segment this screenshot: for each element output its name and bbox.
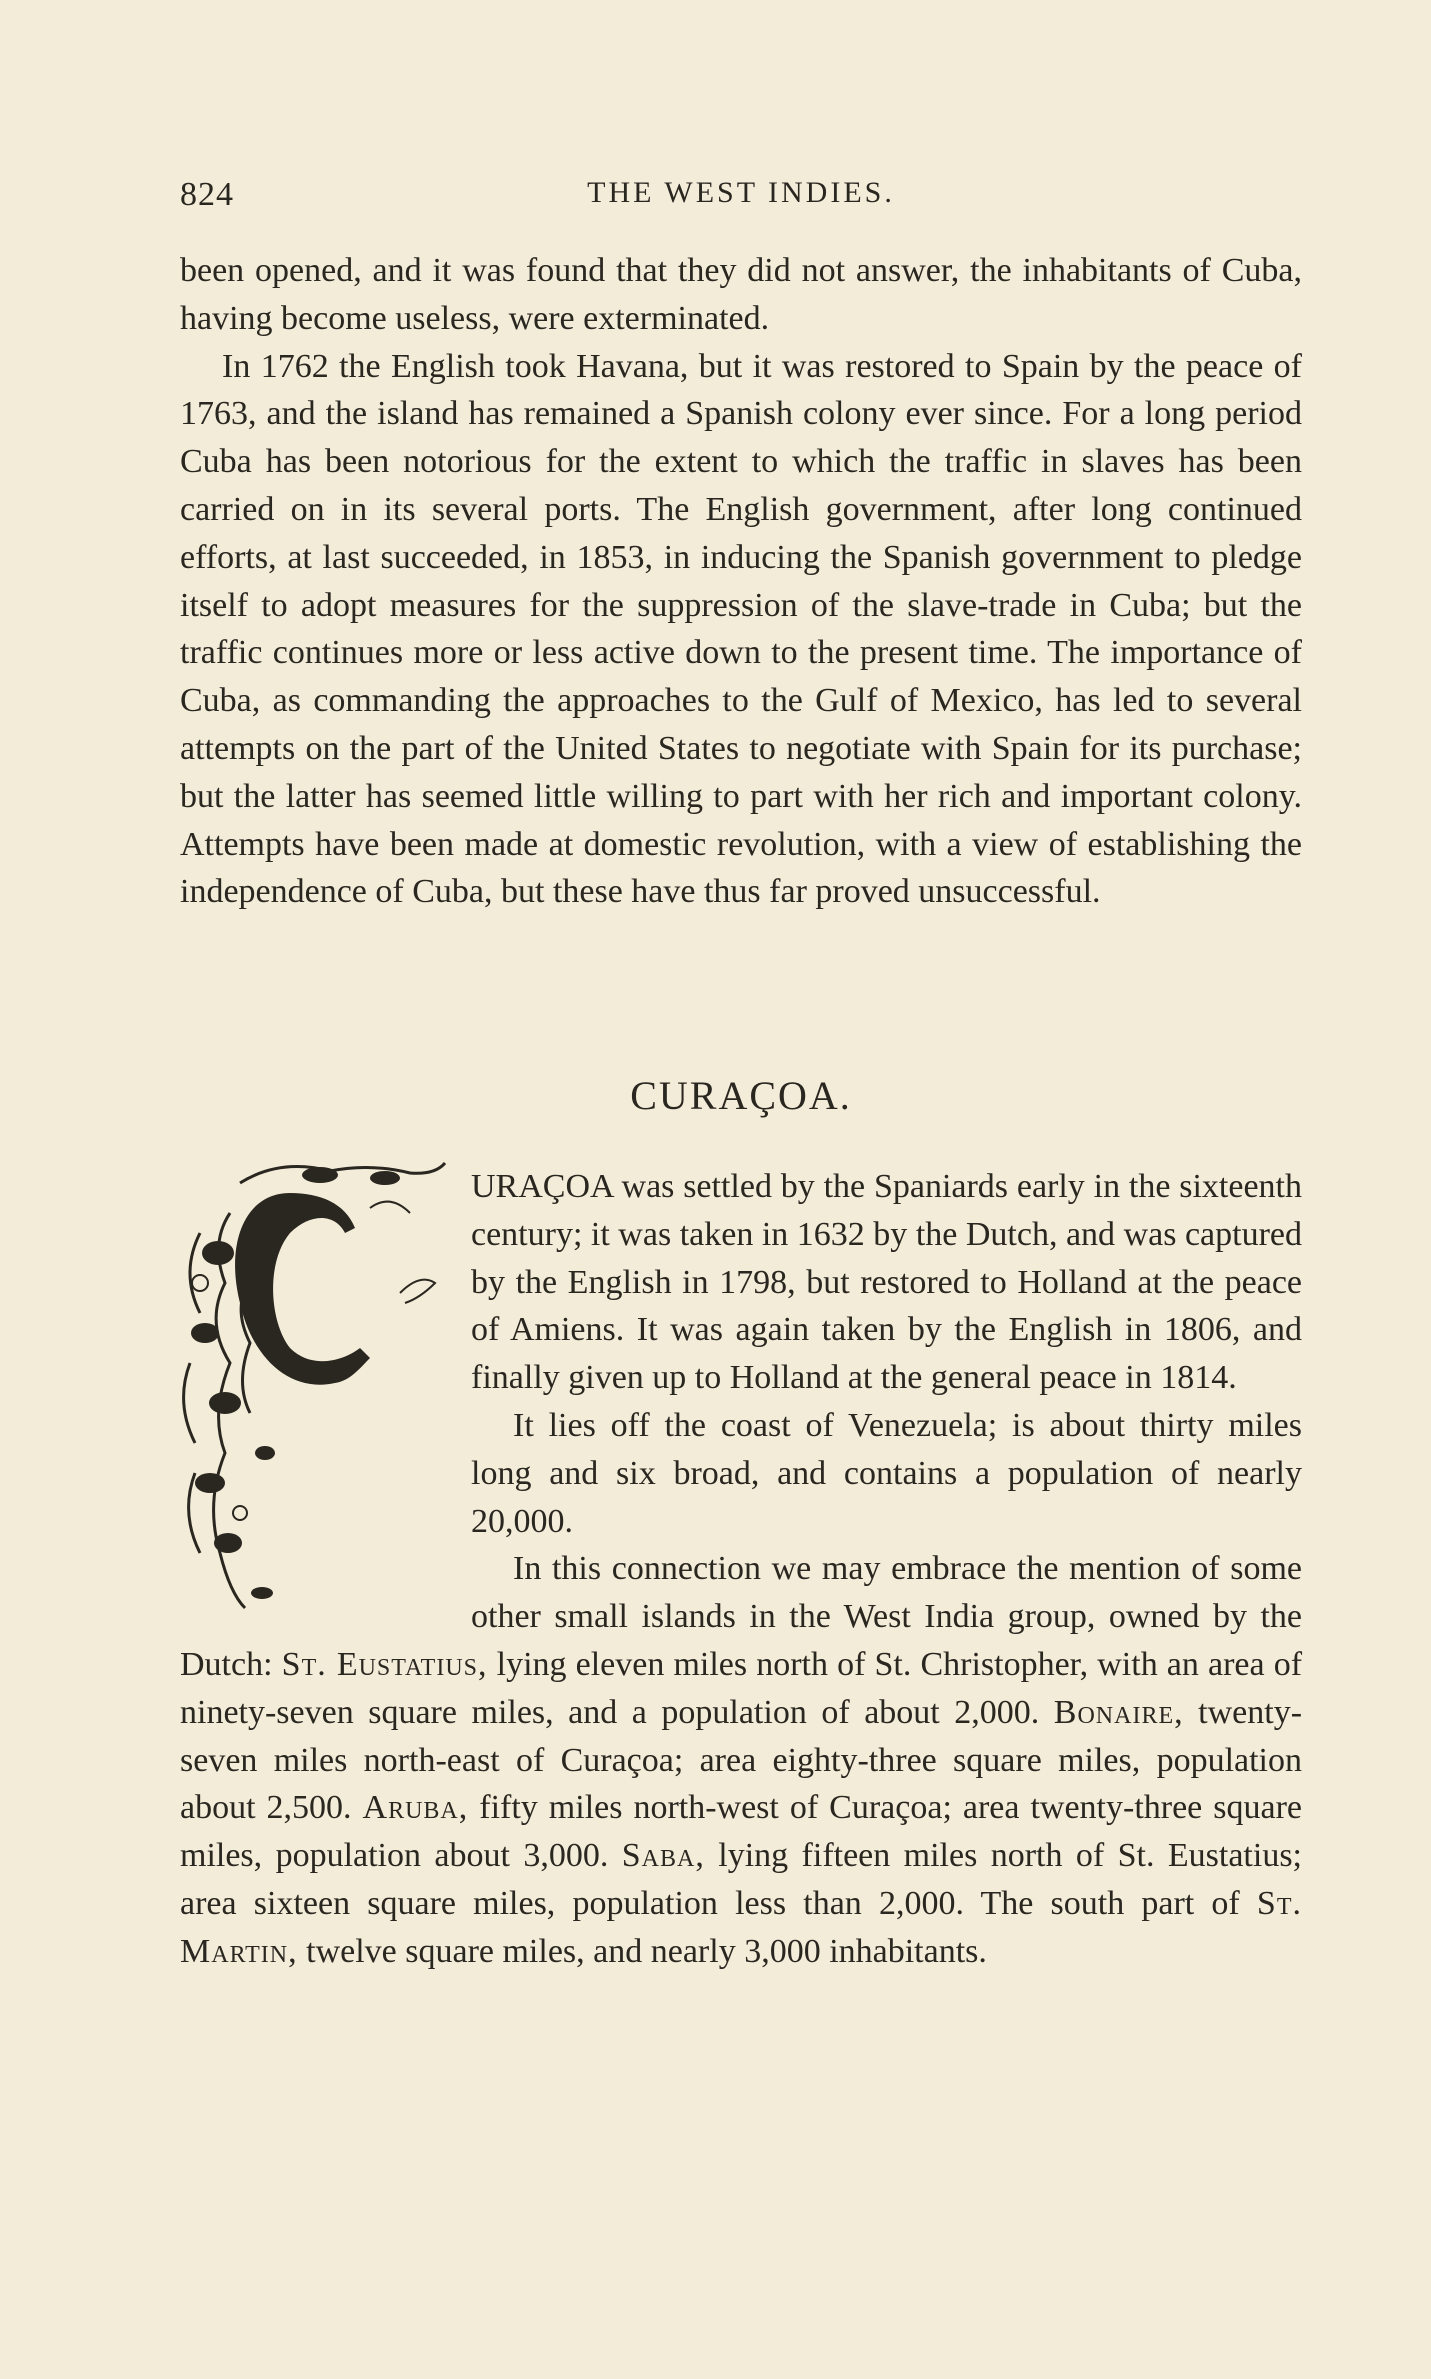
st-eustatius-name: St. Eustatius, [281,1645,488,1683]
cuba-paragraph-2: In 1762 the English took Havana, but it was restored to Spain by the peace of 1763, and the island has remained a Spanish colony ever since. For a long period Cuba has been notorious for the extent to which the traffic in slaves has been carried on in its several ports. The English government, after long continued efforts, at last succeeded, in 1853, in inducing the Spanish government to pledge itself to adopt measures for the suppression of the slave-trade in Cuba; but the traffic continues more or less active down to the present time. The importance of Cuba, as commanding the approaches to the Gulf of Mexico, has led to several attempts on the part of the United States to negotiate with Spain for its purchase; but the latter has seemed little willing to part with her rich and important colony. Attempts have been made at domestic revolution, with a view of establishing the independence of Cuba, but these have thus far proved unsuccessful. [180,347,1302,911]
page-header [180,176,1302,222]
aruba-name: Aruba, [362,1789,469,1827]
page-number: 824 [180,176,234,213]
bonaire-name: Bonaire, [1053,1693,1184,1731]
cuba-paragraph-1: been opened, and it was found that they did not answer, the inhabitants of Cuba, having become useless, were exterminated. [180,252,1302,337]
aruba-text: fifty miles north-west of Curaçoa; area twenty-three square miles, population about 3,000. [180,1789,1303,1875]
curacoa-paragraph-2: It lies off the coast of Venezuela; is about thirty miles long and six broad, and contains a population of nearly 20,000. [471,1406,1302,1540]
section-heading: CURAÇOA. [630,1073,852,1118]
dutch-islands-intro: In this connection we may embrace the mention of some other small islands in the West India group, owned by the Dutch: [180,1550,1302,1683]
st-martin-text: twelve square miles, and nearly 3,000 inhabitants. [306,1932,987,1970]
ornamental-initial [170,1153,455,1615]
st-martin-name: St. Martin, [180,1884,1302,1970]
running-head: THE WEST INDIES. [587,176,895,209]
curacoa-section [180,1163,1302,1976]
st-eustatius-text: lying eleven miles north of St. Christopher, with an area of ninety-seven square miles, and a population of about 2,000. [180,1645,1303,1731]
saba-text: lying fifteen miles north of St. Eustatius; area sixteen square miles, population less than 2,000. The south part of [180,1837,1302,1922]
saba-name: Saba, [621,1837,705,1875]
curacoa-paragraph-1-text: URAÇOA was settled by the Spaniards early in the sixteenth century; it was taken in 1632 by the Dutch, and was captured by the English in 1798, but restored to Holland at the peace of Amiens. It was again taken by the English in 1806, and finally given up to Holland at the general peace in 1814. [471,1168,1302,1397]
cuba-text [180,247,1302,916]
bonaire-text: twenty-seven miles north-east of Curaçoa; area eighty-three square miles, population about 2,500. [180,1693,1303,1827]
ornamental-initial-c-icon [170,1153,455,1615]
